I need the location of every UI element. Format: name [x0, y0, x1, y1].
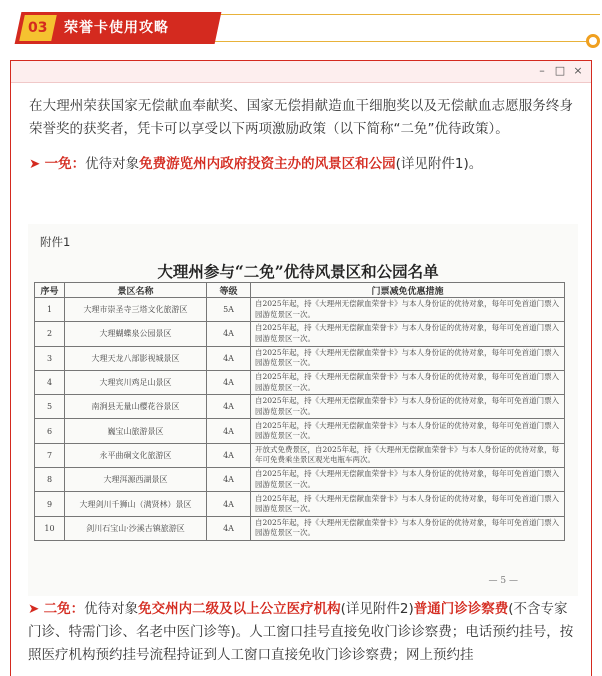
- spot-grade: 4A: [207, 516, 251, 540]
- header-cell: 景区名称: [65, 283, 207, 298]
- policy-two-text: 优待对象: [84, 601, 139, 617]
- attachment-label: 附件1: [40, 235, 71, 249]
- spot-grade: 4A: [207, 468, 251, 492]
- maximize-icon[interactable]: □: [554, 64, 566, 77]
- row-index: 8: [35, 468, 65, 492]
- attachment-title: 大理州参与“二免”优待风景区和公园名单: [157, 262, 439, 281]
- spot-measure: 自2025年起，持《大理州无偿献血荣誉卡》与本人身份证的优待对象，每年可免首道门票入园游览景区一次。: [251, 395, 565, 419]
- attachment-scan: [28, 224, 578, 596]
- spot-name: 大理剑川千狮山（满贤林）景区: [65, 492, 207, 516]
- spot-name: 大理天龙八部影视城景区: [65, 346, 207, 370]
- spot-name: 大理市崇圣寺三塔文化旅游区: [65, 298, 207, 322]
- decorative-ring-icon: [586, 34, 600, 48]
- intro-paragraph: 在大理州荣获国家无偿献血奉献奖、国家无偿捐献造血干细胞奖以及无偿献血志愿服务终身荣誉奖的获奖者，凭卡可以享受以下两项激励政策（以下简称“二免”优待政策）。: [29, 98, 573, 137]
- spot-grade: 4A: [207, 443, 251, 467]
- policy-two-highlight-fee: 普通门诊诊察费: [413, 601, 509, 617]
- row-index: 3: [35, 346, 65, 370]
- window-titlebar: [11, 61, 591, 83]
- header-cell: 等级: [207, 283, 251, 298]
- section-title: 荣誉卡使用攻略: [64, 20, 169, 36]
- table-row: [35, 322, 565, 346]
- arrow-icon: ➤: [29, 156, 41, 172]
- row-index: 1: [35, 298, 65, 322]
- row-index: 4: [35, 370, 65, 394]
- spot-grade: 4A: [207, 419, 251, 443]
- policy-two-label: 二免：: [43, 601, 85, 617]
- table-row: [35, 492, 565, 516]
- spot-name: 巍宝山旅游景区: [65, 419, 207, 443]
- spot-name: 永平曲硐文化旅游区: [65, 443, 207, 467]
- section-header: [0, 0, 602, 60]
- section-number: 03: [19, 15, 57, 41]
- scenic-spot-table: [34, 282, 565, 541]
- row-index: 9: [35, 492, 65, 516]
- page-number: — 5 —: [488, 576, 518, 586]
- row-index: 5: [35, 395, 65, 419]
- policy-one-label: 一免：: [44, 156, 86, 172]
- spot-name: 大理洱源西湖景区: [65, 468, 207, 492]
- spot-name: 大理蝴蝶泉公园景区: [65, 322, 207, 346]
- spot-measure: 自2025年起，持《大理州无偿献血荣誉卡》与本人身份证的优待对象，每年可免首道门票入园游览景区一次。: [251, 516, 565, 540]
- table-row: [35, 370, 565, 394]
- row-index: 6: [35, 419, 65, 443]
- header-cell: 序号: [35, 283, 65, 298]
- spot-measure: 开放式免费景区，自2025年起，持《大理州无偿献血荣誉卡》与本人身份证的优待对象，每年可免费乘坐景区观光电瓶车两次。: [251, 443, 565, 467]
- table-row: [35, 298, 565, 322]
- table-row: [35, 346, 565, 370]
- spot-grade: 4A: [207, 346, 251, 370]
- spot-measure: 自2025年起，持《大理州无偿献血荣誉卡》与本人身份证的优待对象，每年可免首道门票入园游览景区一次。: [251, 322, 565, 346]
- minimize-icon[interactable]: –: [539, 64, 545, 77]
- policy-two-ref: (详见附件2): [340, 601, 414, 617]
- spot-name: 大理宾川鸡足山景区: [65, 370, 207, 394]
- spot-measure: 自2025年起，持《大理州无偿献血荣誉卡》与本人身份证的优待对象，每年可免首道门票入园游览景区一次。: [251, 346, 565, 370]
- arrow-icon: ➤: [28, 601, 40, 617]
- header-cell: 门票减免优惠措施: [251, 283, 565, 298]
- close-icon[interactable]: ×: [573, 64, 583, 77]
- row-index: 7: [35, 443, 65, 467]
- table-row: [35, 468, 565, 492]
- policy-one-ref: (详见附件1)。: [395, 156, 483, 172]
- row-index: 10: [35, 516, 65, 540]
- table-row: [35, 419, 565, 443]
- spot-measure: 自2025年起，持《大理州无偿献血荣誉卡》与本人身份证的优待对象，每年可免首道门票入园游览景区一次。: [251, 298, 565, 322]
- spot-grade: 4A: [207, 370, 251, 394]
- spot-grade: 4A: [207, 492, 251, 516]
- policy-two-highlight-institution: 免交州内二级及以上公立医疗机构: [138, 601, 341, 617]
- policy-one: [29, 153, 573, 176]
- table-header-row: [35, 283, 565, 298]
- spot-grade: 4A: [207, 322, 251, 346]
- spot-name: 剑川石宝山·沙溪古镇旅游区: [65, 516, 207, 540]
- table-row: [35, 443, 565, 467]
- spot-grade: 5A: [207, 298, 251, 322]
- spot-measure: 自2025年起，持《大理州无偿献血荣誉卡》与本人身份证的优待对象，每年可免首道门票入园游览景区一次。: [251, 419, 565, 443]
- spot-measure: 自2025年起，持《大理州无偿献血荣誉卡》与本人身份证的优待对象，每年可免首道门票入园游览景区一次。: [251, 370, 565, 394]
- policy-one-highlight: 免费游览州内政府投资主办的风景区和公园: [139, 156, 396, 172]
- spot-measure: 自2025年起，持《大理州无偿献血荣誉卡》与本人身份证的优待对象，每年可免首道门票入园游览景区一次。: [251, 468, 565, 492]
- policy-one-text: 优待对象: [85, 156, 140, 172]
- table-row: [35, 395, 565, 419]
- row-index: 2: [35, 322, 65, 346]
- spot-measure: 自2025年起，持《大理州无偿献血荣誉卡》与本人身份证的优待对象，每年可免首道门票入园游览景区一次。: [251, 492, 565, 516]
- policy-two-detail: (不含专家门诊、特需门诊、名老中医门诊等)。人工窗口挂号直接免收门诊诊察费；电话预约挂号，按照医疗机构预约挂号流程持证到人工窗口直接免收门诊诊察费；网上预约挂: [28, 601, 574, 663]
- table-row: [35, 516, 565, 540]
- policy-two: [28, 598, 580, 667]
- spot-name: 南涧县无量山樱花谷景区: [65, 395, 207, 419]
- spot-grade: 4A: [207, 395, 251, 419]
